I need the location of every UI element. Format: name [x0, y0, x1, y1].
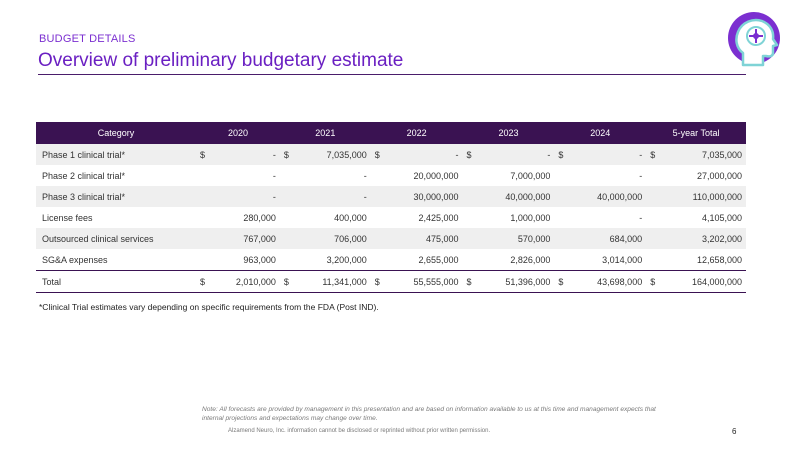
- table-cell: $ 7,035,000: [650, 149, 742, 160]
- table-cell: $ 2,010,000: [196, 271, 280, 293]
- row-label: Total: [36, 271, 196, 293]
- table-cell: 7,000,000: [510, 170, 551, 181]
- table-cell: 12,658,000: [696, 254, 742, 265]
- table-cell: 706,000: [334, 233, 367, 244]
- table-cell: $ 43,698,000: [554, 271, 646, 293]
- budget-table: [36, 122, 746, 293]
- page-title: Overview of preliminary budgetary estimate: [38, 50, 404, 71]
- table-cell: 2,826,000: [510, 254, 551, 265]
- table-cell: 20,000,000: [413, 170, 459, 181]
- column-header: 2021: [280, 122, 371, 144]
- table-cell: -: [363, 170, 367, 181]
- column-header: Category: [36, 122, 196, 144]
- table-cell: 3,202,000: [701, 233, 742, 244]
- table-cell: 3,014,000: [602, 254, 643, 265]
- table-cell: $ -: [558, 149, 643, 160]
- column-header: 2020: [196, 122, 280, 144]
- table-cell: 2,425,000: [418, 212, 459, 223]
- table-cell: 400,000: [334, 212, 367, 223]
- column-header: 2024: [554, 122, 646, 144]
- table-cell: $ 7,035,000: [283, 149, 367, 160]
- table-header-row: [36, 122, 746, 144]
- total-row: [36, 271, 746, 293]
- table-cell: 27,000,000: [696, 170, 742, 181]
- table-cell: 30,000,000: [413, 191, 459, 202]
- table-cell: 3,200,000: [326, 254, 367, 265]
- row-label: Phase 2 clinical trial*: [42, 170, 126, 181]
- footnote: *Clinical Trial estimates vary depending on specific requirements from the FDA (Post IND).: [39, 302, 379, 312]
- row-label: Phase 3 clinical trial*: [42, 191, 126, 202]
- table-cell: 570,000: [517, 233, 551, 244]
- table-row: [36, 228, 746, 249]
- table-cell: $ 164,000,000: [646, 271, 746, 293]
- table-cell: -: [363, 191, 367, 202]
- table-cell: 963,000: [243, 254, 276, 265]
- copyright-notice: Alzamend Neuro, Inc. information cannot be disclosed or reprinted without prior written permission.: [228, 428, 491, 434]
- table-cell: 475,000: [426, 233, 459, 244]
- row-label: Phase 1 clinical trial*: [42, 149, 126, 160]
- table-cell: 2,655,000: [418, 254, 459, 265]
- table-cell: 40,000,000: [597, 191, 643, 202]
- table-cell: $ -: [466, 149, 551, 160]
- column-header: 5-year Total: [646, 122, 746, 144]
- table-row: [36, 165, 746, 186]
- table-cell: $ -: [374, 149, 459, 160]
- column-header: 2022: [371, 122, 463, 144]
- table-cell: $ 11,341,000: [280, 271, 371, 293]
- table-cell: $ 51,396,000: [463, 271, 555, 293]
- table-row: [36, 144, 746, 165]
- table-row: [36, 186, 746, 207]
- brain-head-icon: [727, 11, 785, 71]
- table-cell: -: [272, 170, 276, 181]
- row-label: SG&A expenses: [42, 254, 108, 265]
- title-divider: [38, 74, 746, 75]
- table-cell: 280,000: [243, 212, 276, 223]
- table-row: [36, 207, 746, 228]
- table-cell: -: [639, 170, 643, 181]
- table-row: [36, 249, 746, 271]
- row-label: Outsourced clinical services: [42, 233, 154, 244]
- table-cell: $ 55,555,000: [371, 271, 463, 293]
- table-cell: 1,000,000: [510, 212, 551, 223]
- table-cell: 4,105,000: [701, 212, 742, 223]
- table-cell: 684,000: [609, 233, 643, 244]
- row-label: License fees: [42, 212, 93, 223]
- table-cell: 110,000,000: [692, 191, 742, 202]
- table-cell: $ -: [200, 149, 276, 160]
- table-cell: -: [272, 191, 276, 202]
- column-header: 2023: [463, 122, 555, 144]
- page-number: 6: [732, 427, 737, 436]
- section-kicker: BUDGET DETAILS: [39, 33, 136, 45]
- table-cell: 767,000: [243, 233, 276, 244]
- table-cell: -: [639, 212, 643, 223]
- table-cell: 40,000,000: [505, 191, 551, 202]
- disclaimer-note: Note: All forecasts are provided by management in this presentation and are based on information available to us at this time and management expects that internal projections and expectations may change over time.: [202, 406, 656, 422]
